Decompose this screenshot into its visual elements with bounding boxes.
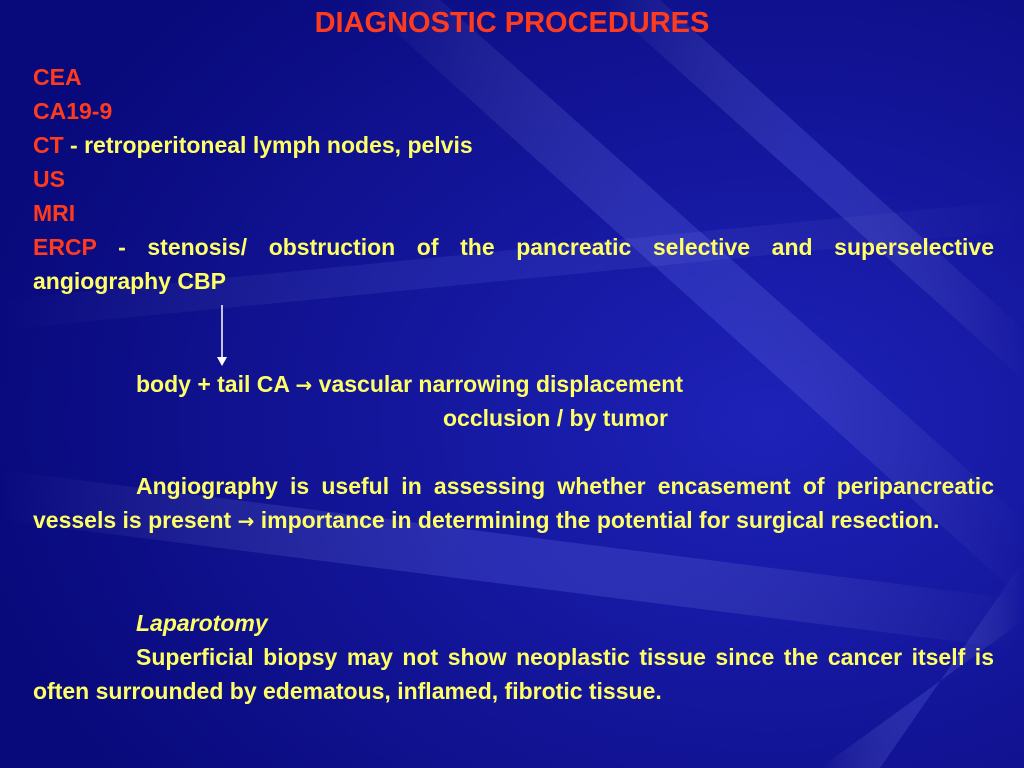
item-ca199: CA19-9: [33, 98, 113, 124]
flow-part-1: body + tail CA: [136, 371, 296, 397]
angiography-part-1: Angiography is useful in assessing whether encasement of peripancreatic vessels is present: [33, 473, 994, 533]
item-us: US: [33, 166, 65, 192]
laparotomy-paragraph: Superficial biopsy may not show neoplastic tissue since the cancer itself is often surrounded by edematous, inflamed, fibrotic tissue.: [33, 644, 994, 704]
item-ercp: [33, 230, 994, 298]
item-cea: CEA: [33, 64, 82, 90]
down-arrow-icon: [212, 305, 232, 367]
angiography-part-2: importance in determining the potential for surgical resection.: [254, 507, 940, 533]
item-ct-label: CT: [33, 132, 64, 158]
laparotomy-heading: Laparotomy: [136, 610, 268, 636]
item-ct-text: - retroperitoneal lymph nodes, pelvis: [63, 132, 473, 158]
flow-line-1: [136, 367, 683, 402]
flow-part-2: vascular narrowing displacement: [312, 371, 683, 397]
right-arrow-icon: →: [295, 373, 313, 397]
item-mri: MRI: [33, 200, 76, 226]
slide-title: DIAGNOSTIC PROCEDURES: [314, 7, 710, 39]
flow-line-2: occlusion / by tumor: [443, 405, 668, 431]
item-ct: [33, 128, 473, 162]
item-ercp-label: ERCP: [33, 234, 97, 260]
right-arrow-icon: →: [237, 509, 255, 533]
item-ercp-text: - stenosis/ obstruction of the pancreatic selective and superselective angiography CBP: [33, 234, 994, 294]
angiography-paragraph: [33, 469, 994, 538]
